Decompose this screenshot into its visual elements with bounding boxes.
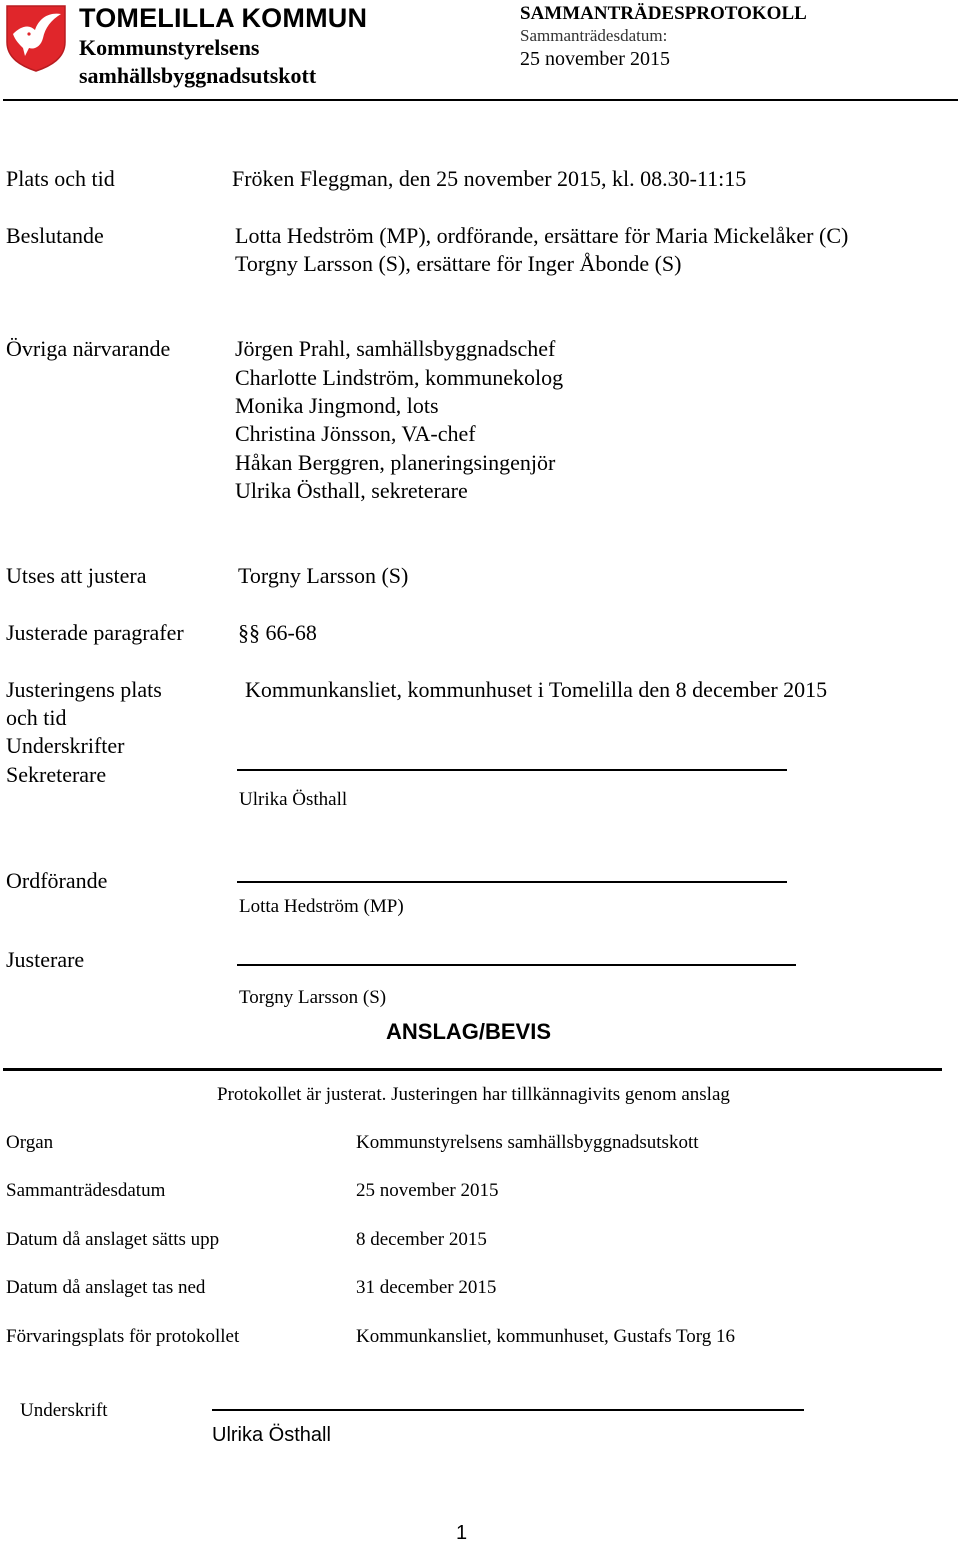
chair-label: Ordförande [6,868,108,893]
adjustment-place-label: Justeringens plats [6,677,162,702]
secretary-name: Ulrika Östhall [239,789,348,810]
committee-line1: Kommunstyrelsens [79,35,260,60]
header-date: 25 november 2015 [520,48,670,70]
notice-row-value: Kommunstyrelsens samhällsbyggnadsutskott [356,1132,699,1153]
notice-signature-label: Underskrift [20,1400,108,1421]
notice-row-value: 25 november 2015 [356,1180,499,1201]
notice-row-label: Sammanträdesdatum [6,1180,166,1201]
paragraphs-label: Justerade paragrafer [6,620,184,645]
notice-row-label: Organ [6,1132,54,1153]
notice-row-value: Kommunkansliet, kommunhuset, Gustafs Torg 16 [356,1326,736,1347]
adjustment-place-label-2: och tid [6,705,67,730]
deciding-member: Torgny Larsson (S), ersättare för Inger Åbonde (S) [235,251,682,276]
notice-statement: Protokollet är justerat. Justeringen har tillkännagivits genom anslag [217,1084,730,1105]
adjuster-name: Torgny Larsson (S) [239,987,387,1008]
others-label: Övriga närvarande [6,336,171,361]
seagull-shield-icon [5,4,67,72]
place-label: Plats och tid [6,166,115,191]
org-name: TOMELILLA KOMMUN [79,3,368,33]
date-label: Sammanträdesdatum: [520,26,668,45]
secretary-signature-line [237,769,787,771]
notice-row-value: 8 december 2015 [356,1229,487,1250]
notice-signature-line [212,1409,804,1411]
chair-signature-line [237,881,787,883]
notice-title: ANSLAG/BEVIS [386,1019,552,1044]
deciding-label: Beslutande [6,223,104,248]
page-number: 1 [456,1522,468,1544]
signatures-label: Underskrifter [6,733,125,758]
doc-type: SAMMANTRÄDESPROTOKOLL [520,3,807,24]
notice-row-label: Datum då anslaget tas ned [6,1277,206,1298]
attendee: Monika Jingmond, lots [235,393,439,418]
attendee: Håkan Berggren, planeringsingenjör [235,450,556,475]
notice-row-label: Förvaringsplats för protokollet [6,1326,240,1347]
adjuster-label: Utses att justera [6,563,147,588]
committee-line2: samhällsbyggnadsutskott [79,63,317,88]
notice-row-value: 31 december 2015 [356,1277,497,1298]
attendee: Ulrika Östhall, sekreterare [235,478,468,503]
secretary-label: Sekreterare [6,762,107,787]
notice-signature-name: Ulrika Östhall [212,1424,331,1446]
adjuster-value: Torgny Larsson (S) [238,563,409,588]
place-value: Fröken Fleggman, den 25 november 2015, kl. 08.30-11:15 [232,166,747,191]
header-divider [3,99,958,101]
paragraphs-value: §§ 66-68 [238,620,317,645]
logo [5,4,67,72]
attendee: Charlotte Lindström, kommunekolog [235,365,564,390]
adjuster-signature-line [237,964,796,966]
notice-divider [3,1068,942,1071]
adjustment-place-value: Kommunkansliet, kommunhuset i Tomelilla den 8 december 2015 [245,677,828,702]
chair-name: Lotta Hedström (MP) [239,896,404,917]
deciding-member: Lotta Hedström (MP), ordförande, ersättare för Maria Mickelåker (C) [235,223,849,248]
adjuster-signature-label: Justerare [6,947,85,972]
notice-row-label: Datum då anslaget sätts upp [6,1229,220,1250]
attendee: Jörgen Prahl, samhällsbyggnadschef [235,336,556,361]
attendee: Christina Jönsson, VA-chef [235,421,476,446]
